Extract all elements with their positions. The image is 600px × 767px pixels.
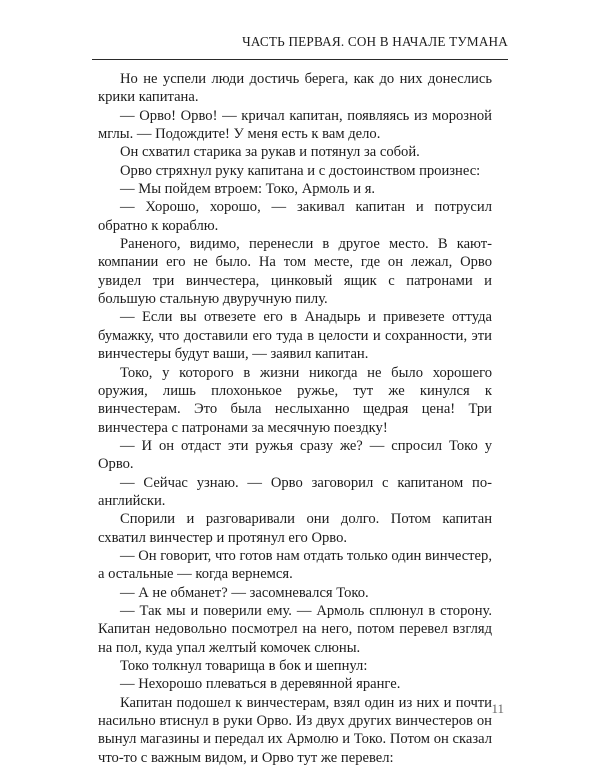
paragraph: — И он отдаст эти ружья сразу же? — спросил Токо у Орво. [98, 437, 492, 473]
header-rule [92, 59, 508, 60]
paragraph: Токо толкнул товарища в бок и шепнул: [120, 658, 368, 674]
paragraph: Он схватил старика за рукав и потянул за собой. [120, 144, 420, 161]
paragraph: — Мы пойдем втроем: Токо, Армоль и я. [120, 181, 376, 198]
paragraph: Раненого, видимо, перенесли в другое место. В кают-компании его не было. На том месте, где он лежал, Орво увидел три винчестера, цинковый ящик с патронами и большую стальную двуручную пилу. [98, 236, 492, 308]
page-number: 11 [491, 701, 504, 716]
paragraph: Но не успели люди достичь берега, как до них донеслись крики капитана. [98, 71, 492, 106]
paragraph: Орво стряхнул руку капитана и с достоинством произнес: [120, 162, 481, 179]
paragraph: — Нехорошо плеваться в деревянной яранге. [120, 676, 401, 693]
paragraph: — Так мы и поверили ему. — Армоль сплюнул в сторону. Капитан недовольно посмотрел на него, потом перевел взгляд на пол, куда упал желтый комочек слюны. [98, 602, 492, 656]
paragraph: Капитан подошел к винчестерам, взял один из них и почти насильно втиснул в руки Орво. Из двух других винчестеров он вынул магазины и передал их Армолю и Токо. Потом он сказал что-то с важным видом, и Орво тут же перевел: [98, 694, 492, 766]
paragraph: — Если вы отвезете его в Анадырь и привезете оттуда бумажку, что доставили его туда в целости и сохранности, эти винчестеры будут ваши, — заявил капитан. [98, 309, 492, 363]
paragraph: Токо, у которого в жизни никогда не было хорошего оружия, лишь плохонькое ружье, тут же кинулся к винчестерам. Это была неслыханно щедрая цена! Три винчестера с патронами за месячную поездку! [98, 364, 492, 436]
body-text [98, 70, 492, 767]
running-head: ЧАСТЬ ПЕРВАЯ. СОН В НАЧАЛЕ ТУМАНА [242, 34, 508, 49]
paragraph: — Орво! Орво! — кричал капитан, появляясь из морозной мглы. — Подождите! У меня есть к вам дело. [98, 107, 492, 143]
paragraph: — А не обманет? — засомневался Токо. [120, 584, 369, 601]
paragraph: — Сейчас узнаю. — Орво заговорил с капитаном по-английски. [98, 474, 492, 509]
paragraph: — Хорошо, хорошо, — закивал капитан и потрусил обратно к кораблю. [98, 199, 492, 234]
paragraph: — Он говорит, что готов нам отдать только один винчестер, а остальные — когда вернемся. [98, 547, 492, 583]
paragraph: Спорили и разговаривали они долго. Потом капитан схватил винчестер и протянул его Орво. [98, 511, 492, 546]
